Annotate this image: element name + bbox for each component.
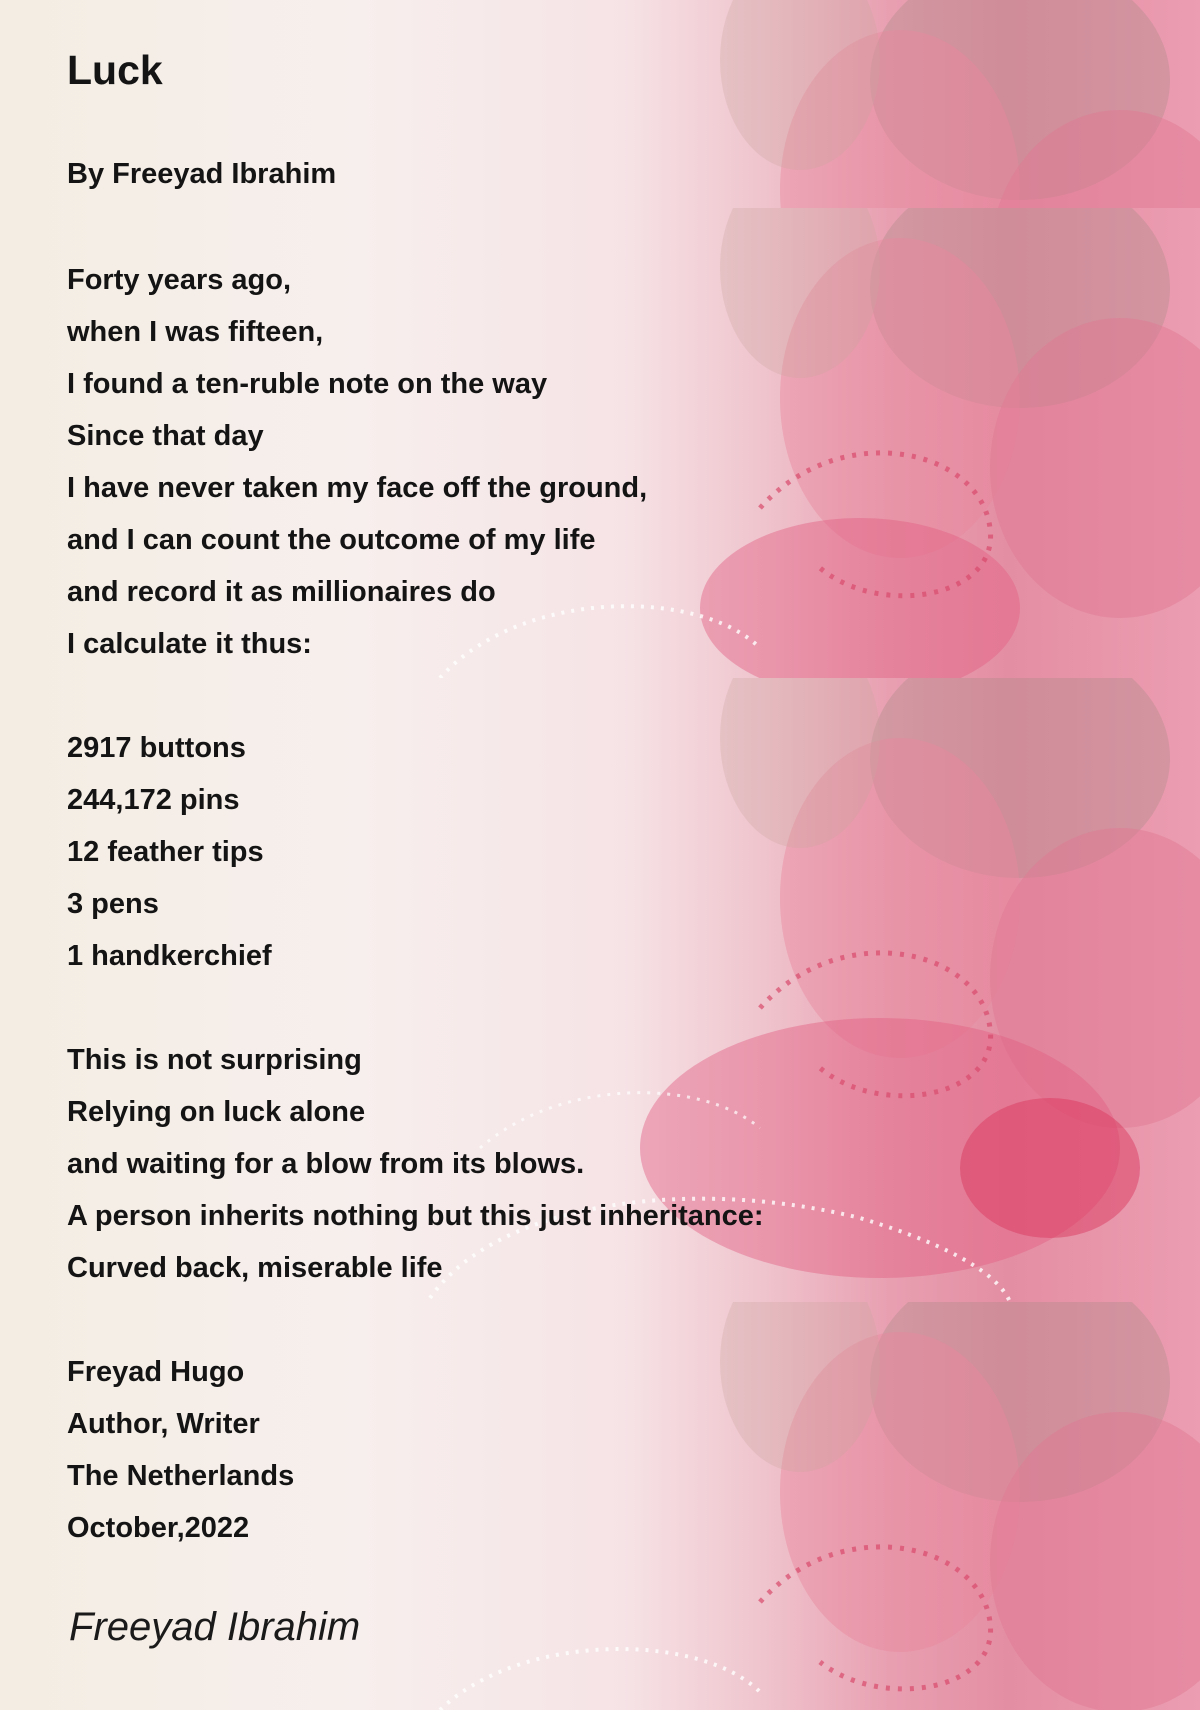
poem-line: October,2022 [67,1512,250,1544]
poem-line: 2917 buttons [67,732,246,764]
poem-line: Curved back, miserable life [67,1252,443,1284]
poem-line: and record it as millionaires do [67,576,496,608]
poem-line: 244,172 pins [67,784,240,816]
poem-line: Author, Writer [67,1408,260,1440]
poem-line: A person inherits nothing but this just inheritance: [67,1200,764,1232]
poem-line: The Netherlands [67,1460,295,1492]
poem-line: Freyad Hugo [67,1356,245,1388]
author-signature: Freeyad Ibrahim [69,1605,361,1649]
poem-line: Relying on luck alone [67,1096,366,1128]
stanza-2 [67,722,272,982]
stanza-1 [67,254,647,670]
poem-title: Luck [67,47,163,93]
poem-line: 1 handkerchief [67,940,272,972]
poem-line: and waiting for a blow from its blows. [67,1148,585,1180]
poem-line: This is not surprising [67,1044,362,1076]
poem-line: when I was fifteen, [67,316,324,348]
poem-line: 12 feather tips [67,836,264,868]
poem-line: I calculate it thus: [67,628,312,660]
poem-byline: By Freeyad Ibrahim [67,158,337,190]
poem-line: 3 pens [67,888,159,920]
poem-line: Forty years ago, [67,264,292,296]
stanza-3 [67,1034,764,1294]
poem-line: I have never taken my face off the ground, [67,472,648,504]
poem-line: I found a ten-ruble note on the way [67,368,548,400]
stanza-4 [67,1346,294,1554]
poem-line: and I can count the outcome of my life [67,524,596,556]
poem-line: Since that day [67,420,264,452]
